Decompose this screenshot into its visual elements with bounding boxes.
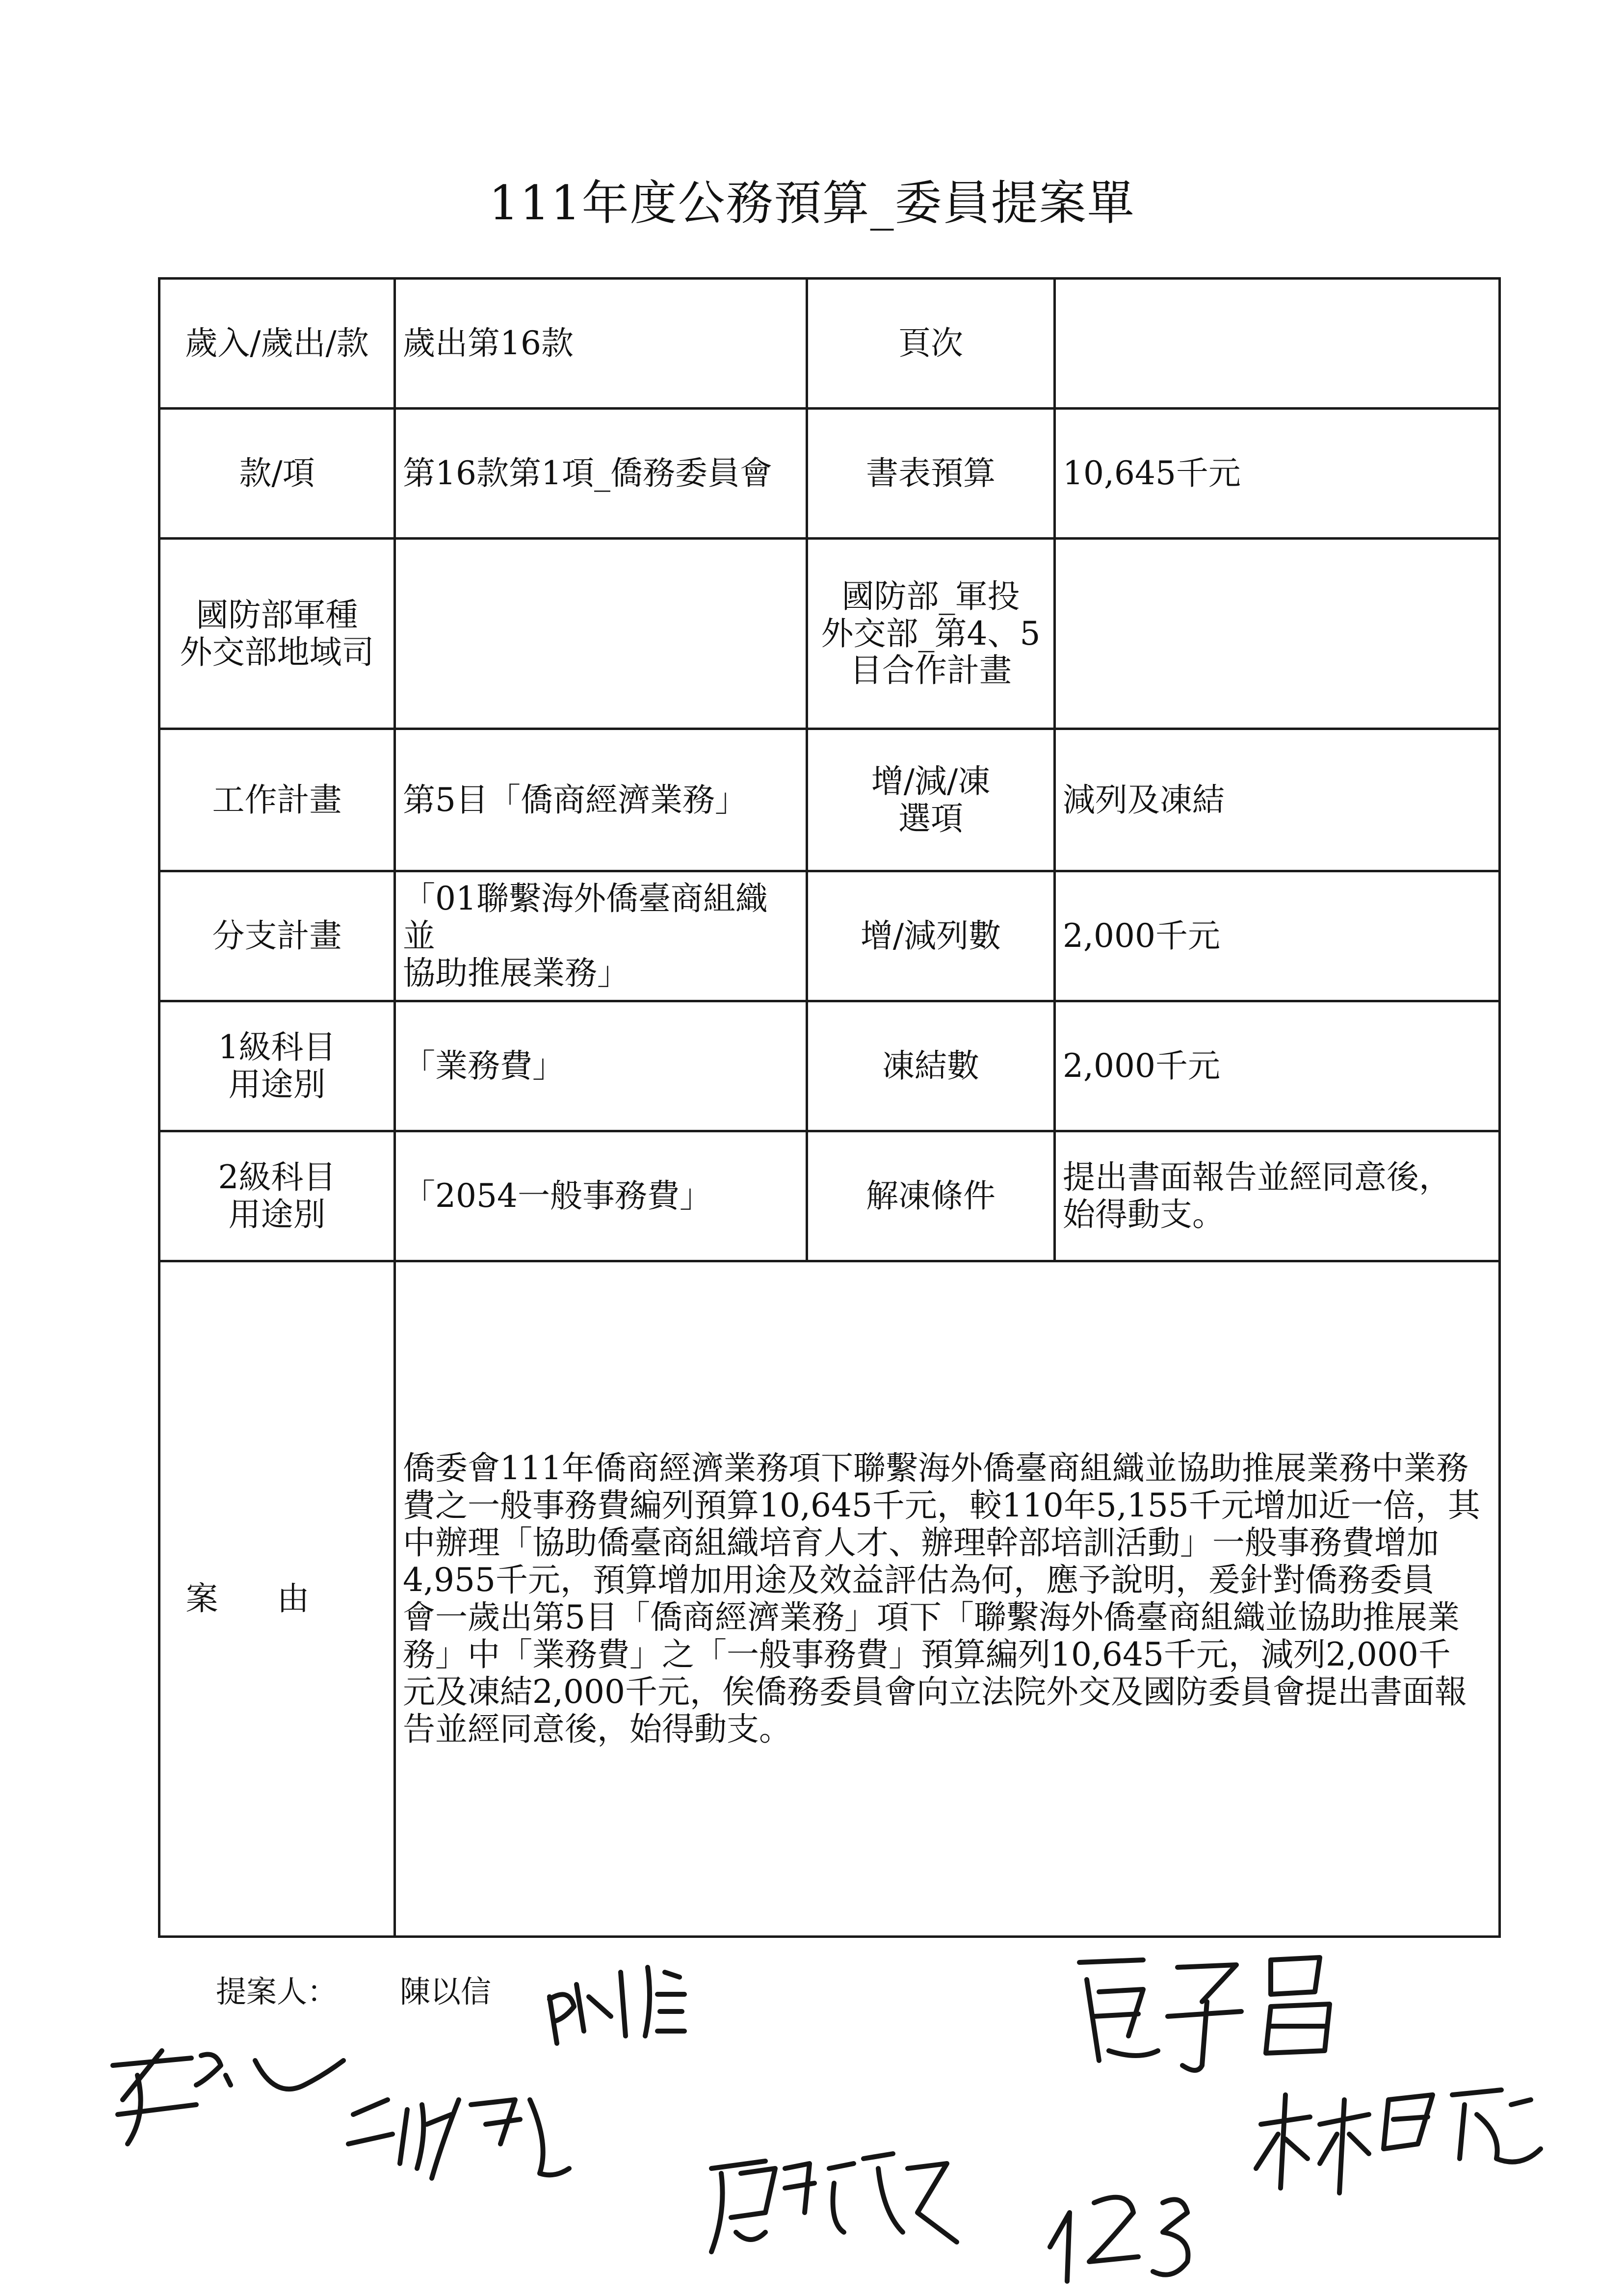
field-label: 凍結數 — [807, 1001, 1055, 1131]
form-row — [159, 409, 1500, 539]
field-label: 書表預算 — [807, 409, 1055, 539]
field-value — [395, 871, 807, 1001]
form-row — [159, 1001, 1500, 1131]
field-label: 歲入/歲出/款 — [159, 279, 395, 409]
label-line: 外交部_第4、5 — [821, 614, 1041, 652]
signature — [113, 2051, 343, 2144]
field-label: 分支計畫 — [159, 871, 395, 1001]
field-label — [807, 729, 1055, 871]
field-label — [159, 1001, 395, 1131]
field-label: 增/減列數 — [807, 871, 1055, 1001]
label-line: 國防部軍種 — [196, 596, 358, 634]
field-value — [1055, 539, 1500, 729]
value-line: 「01聯繫海外僑臺商組織並 — [403, 880, 768, 955]
handwritten-signatures — [0, 1938, 1624, 2291]
field-label — [807, 539, 1055, 729]
field-value — [395, 539, 807, 729]
reason-line: 元及凍結2,000千元，俟僑務委員會向立法院外交及國防委員會提出書面報 — [403, 1672, 1467, 1711]
field-value: 2,000千元 — [1055, 871, 1500, 1001]
signature — [348, 2100, 569, 2178]
signature — [1050, 2197, 1188, 2281]
form-row — [159, 279, 1500, 409]
field-label — [159, 1131, 395, 1261]
proposal-form-table — [158, 277, 1501, 1938]
reason-text — [395, 1261, 1500, 1937]
field-value: 「業務費」 — [395, 1001, 807, 1131]
label-line: 目合作計畫 — [850, 652, 1012, 690]
reason-line: 告並經同意後，始得動支。 — [403, 1710, 791, 1748]
reason-row — [159, 1261, 1500, 1937]
proposer-label: 提案人： — [216, 1974, 338, 2009]
form-row — [159, 539, 1500, 729]
field-value: 減列及凍結 — [1055, 729, 1500, 871]
reason-line: 4,955千元，預算增加用途及效益評估為何，應予說明，爰針對僑務委員 — [403, 1561, 1435, 1599]
label-line: 選項 — [898, 799, 963, 837]
label-line: 1級科目 — [218, 1028, 336, 1067]
field-value — [1055, 1131, 1500, 1261]
value-line: 始得動支。 — [1063, 1196, 1225, 1233]
field-value: 第5目「僑商經濟業務」 — [395, 729, 807, 871]
field-label: 解凍條件 — [807, 1131, 1055, 1261]
field-value: 第16款第1項_僑務委員會 — [395, 409, 807, 539]
field-value: 「2054一般事務費」 — [395, 1131, 807, 1261]
form-row — [159, 729, 1500, 871]
reason-line: 中辦理「協助僑臺商組織培育人才、辦理幹部培訓活動」一般事務費增加 — [403, 1524, 1439, 1562]
field-label: 款/項 — [159, 409, 395, 539]
reason-line: 僑委會111年僑商經濟業務項下聯繫海外僑臺商組織並協助推展業務中業務 — [403, 1449, 1468, 1487]
label-line: 用途別 — [228, 1196, 326, 1233]
label-line: 2級科目 — [218, 1158, 336, 1197]
field-value: 歲出第16款 — [395, 279, 807, 409]
label-line: 增/減/凍 — [871, 762, 991, 800]
reason-line: 費之一般事務費編列預算10,645千元，較110年5,155千元增加近一倍，其 — [403, 1487, 1480, 1525]
form-row — [159, 871, 1500, 1001]
field-value — [1055, 279, 1500, 409]
reason-line: 務」中「業務費」之「一般事務費」預算編列10,645千元，減列2,000千 — [403, 1635, 1451, 1673]
field-label: 工作計畫 — [159, 729, 395, 871]
label-line: 國防部_軍投 — [841, 577, 1020, 615]
label-line: 用途別 — [228, 1066, 326, 1103]
reason-line: 會一歲出第5目「僑商經濟業務」項下「聯繫海外僑臺商組織並協助推展業 — [403, 1598, 1460, 1636]
proposer-name: 陳以信 — [400, 1974, 492, 2009]
label-line: 外交部地域司 — [180, 633, 374, 671]
document-title: 111年度公務預算_委員提案單 — [489, 176, 1135, 231]
field-value: 2,000千元 — [1055, 1001, 1500, 1131]
field-label: 頁次 — [807, 279, 1055, 409]
field-label — [159, 539, 395, 729]
signature — [1256, 2090, 1541, 2193]
signature — [711, 2154, 957, 2252]
value-line: 協助推展業務」 — [403, 954, 629, 992]
reason-label: 案由 — [159, 1261, 395, 1937]
form-row — [159, 1131, 1500, 1261]
value-line: 提出書面報告並經同意後， — [1063, 1158, 1451, 1197]
signature — [1079, 1957, 1330, 2070]
field-value: 10,645千元 — [1055, 409, 1500, 539]
signature — [550, 1967, 684, 2043]
